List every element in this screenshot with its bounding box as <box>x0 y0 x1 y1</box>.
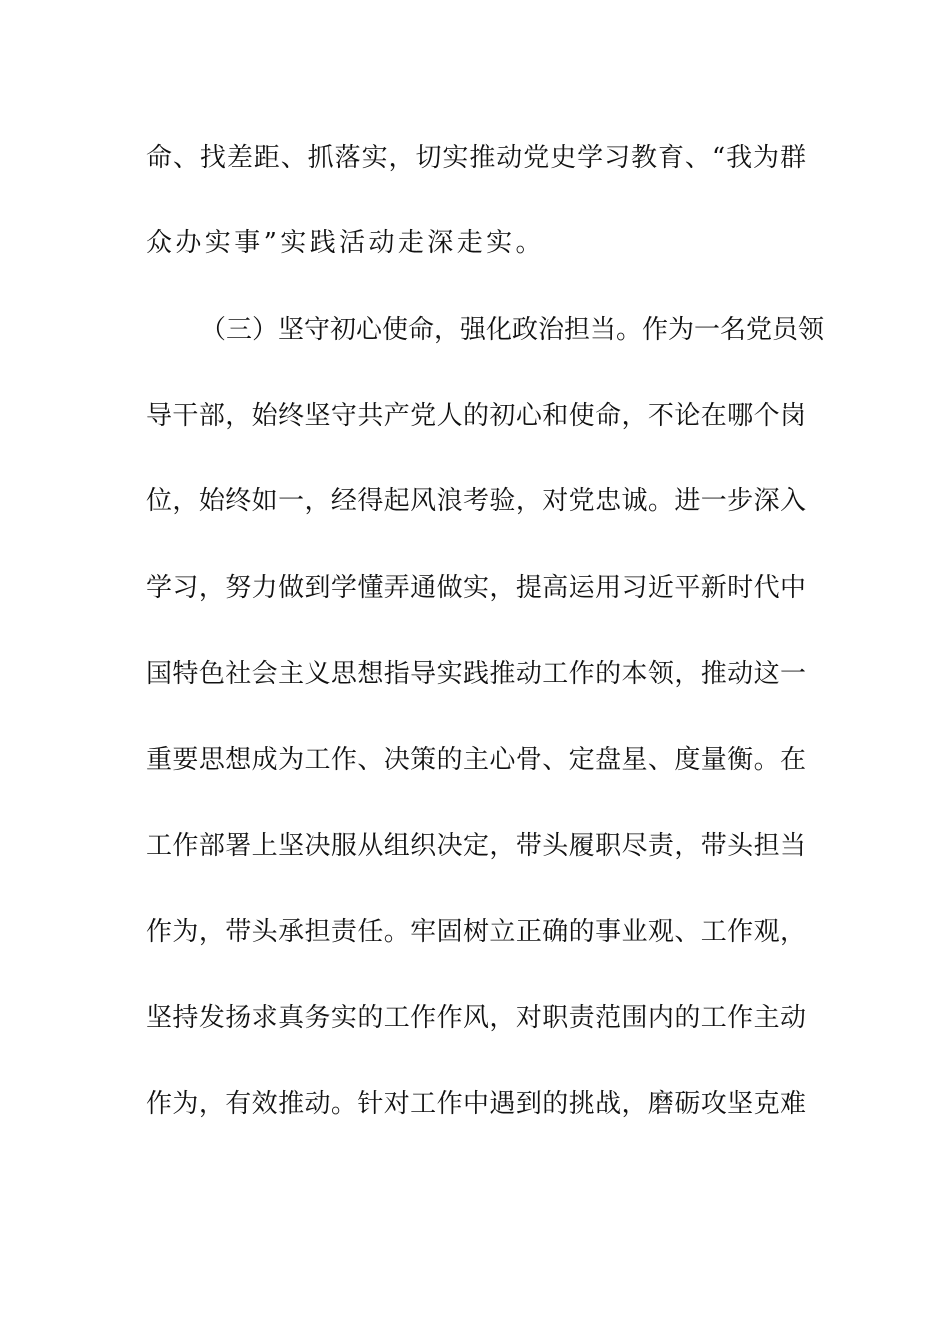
text-line-10: 作为，带头承担责任。牢固树立正确的事业观、工作观， <box>146 917 806 947</box>
text-line-5: 位，始终如一，经得起风浪考验，对党忠诚。进一步深入 <box>146 486 806 516</box>
text-line-8: 重要思想成为工作、决策的主心骨、定盘星、度量衡。在 <box>146 745 806 775</box>
text-line-9: 工作部署上坚决服从组织决定，带头履职尽责，带头担当 <box>146 831 806 861</box>
text-line-12: 作为，有效推动。针对工作中遇到的挑战，磨砺攻坚克难 <box>146 1089 806 1119</box>
text-line-4: 导干部，始终坚守共产党人的初心和使命，不论在哪个岗 <box>146 401 806 431</box>
text-line-1: 命、找差距、抓落实，切实推动党史学习教育、“我为群 <box>146 143 806 173</box>
text-line-3: （三）坚守初心使命，强化政治担当。作为一名党员领 <box>200 315 825 345</box>
text-line-2: 众办实事”实践活动走深走实。 <box>146 228 545 258</box>
text-line-11: 坚持发扬求真务实的工作作风，对职责范围内的工作主动 <box>146 1003 806 1033</box>
text-line-6: 学习，努力做到学懂弄通做实，提高运用习近平新时代中 <box>146 573 806 603</box>
text-line-7: 国特色社会主义思想指导实践推动工作的本领，推动这一 <box>146 659 806 689</box>
